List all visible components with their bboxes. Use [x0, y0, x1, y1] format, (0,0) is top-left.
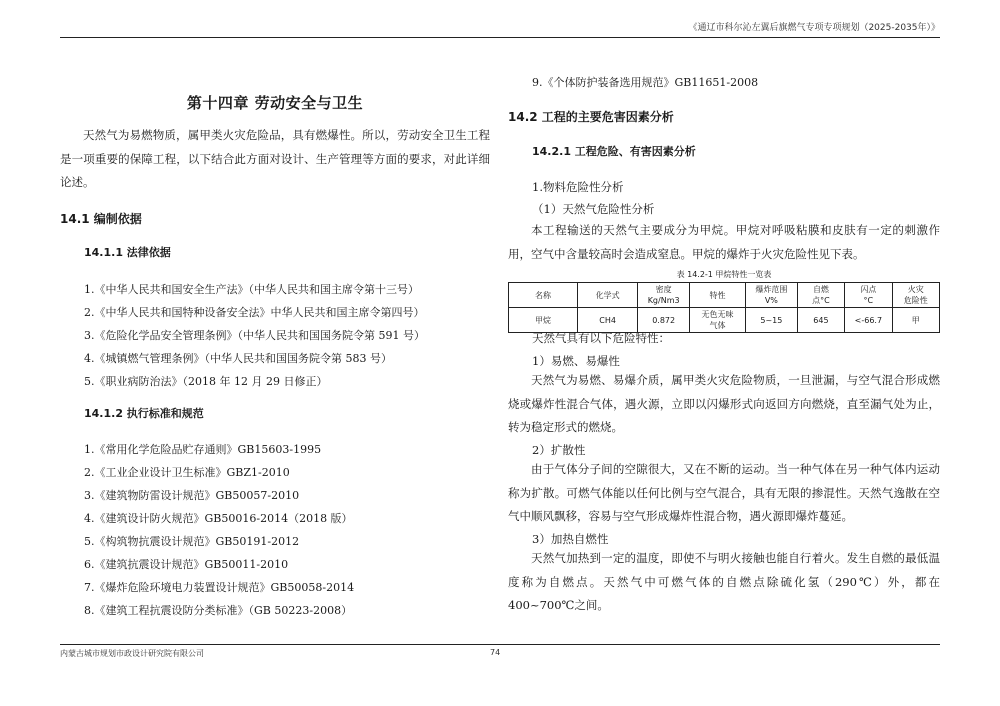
standard-item: 8.《建筑工程抗震设防分类标准》（GB 50223-2008）: [84, 604, 353, 617]
law-item: 4.《城镇燃气管理条例》（中华人民共和国国务院令第 583 号）: [84, 352, 392, 365]
chapter-title: 第十四章 劳动安全与卫生: [186, 94, 364, 112]
left-column: [60, 0, 490, 640]
hazard-flammable-text: 天然气为易燃、易爆介质，属甲类火灾危险物质，一旦泄漏，与空气混合形成燃烧或爆炸性混合气体，遇火源，立即以闪爆形式向返回方向燃烧，直至漏气处为止，转为稳定形式的燃烧。: [508, 373, 940, 434]
table-cell: 5~15: [746, 308, 798, 333]
table-header-cell: 特性: [690, 283, 746, 308]
law-item: 5.《职业病防治法》（2018 年 12 月 29 日修正）: [84, 375, 328, 388]
standard-item: 5.《构筑物抗震设计规范》GB50191-2012: [84, 535, 300, 548]
table-header-cell: 自燃 点°C: [797, 283, 844, 308]
section-14-1-1-heading: 14.1.1 法律依据: [84, 246, 171, 259]
table-cell: 645: [797, 308, 844, 333]
document-header-title: 《通辽市科尔沁左翼后旗燃气专项专项规划（2025-2035年）》: [688, 23, 940, 33]
footer-organization: 内蒙古城市规划市政设计研究院有限公司: [60, 649, 204, 658]
footer-rule: [60, 644, 940, 645]
section-14-1-2-heading: 14.1.2 执行标准和规范: [84, 407, 204, 420]
table-header-cell: 密度 Kg/Nm3: [638, 283, 690, 308]
standard-item-9: 9.《个体防护装备选用规范》GB11651-2008: [532, 76, 759, 89]
section-14-2-1-heading: 14.2.1 工程危险、有害因素分析: [532, 145, 696, 158]
gas-hazard-heading: （1）天然气危险性分析: [532, 202, 655, 216]
law-item: 1.《中华人民共和国安全生产法》（中华人民共和国主席令第十三号）: [84, 283, 419, 296]
table-cell: 0.872: [638, 308, 690, 333]
table-header-row: [509, 283, 940, 308]
hazard-flammable-heading: 1）易燃、易爆性: [532, 354, 620, 368]
table-caption: 表 14.2-1 甲烷特性一览表: [676, 270, 772, 279]
hazard-autoignition-heading: 3）加热自燃性: [532, 532, 609, 546]
table-cell: <-66.7: [845, 308, 892, 333]
table-cell: 甲烷: [509, 308, 578, 333]
standard-item: 1.《常用化学危险品贮存通则》GB15603-1995: [84, 443, 322, 456]
material-hazard-heading: 1.物料危险性分析: [532, 180, 624, 194]
hazard-properties-intro: 天然气具有以下危险特性：: [532, 331, 670, 345]
law-item: 3.《危险化学品安全管理条例》（中华人民共和国国务院令第 591 号）: [84, 329, 425, 342]
hazard-diffusion-text: 由于气体分子间的空隙很大，又在不断的运动。当一种气体在另一种气体内运动称为扩散。可燃气体能以任何比例与空气混合，具有无限的掺混性。天然气逸散在空气中顺风飘移，容易与空气形成爆炸性混合物，遇火源即爆炸蔓延。: [508, 462, 940, 523]
table-header-cell: 闪点 °C: [845, 283, 892, 308]
hazard-diffusion-heading: 2）扩散性: [532, 443, 586, 457]
section-14-1-heading: 14.1 编制依据: [60, 212, 142, 226]
table-cell: CH4: [577, 308, 637, 333]
right-column: [508, 0, 940, 640]
table-header-cell: 爆炸范围 V%: [746, 283, 798, 308]
table-header-cell: 名称: [509, 283, 578, 308]
hazard-autoignition-text: 天然气加热到一定的温度，即使不与明火接触也能自行着火。发生自燃的最低温度称为自燃点。天然气中可燃气体的自燃点除硫化氢（290℃）外，都在 400~700℃之间。: [508, 551, 940, 612]
standard-item: 6.《建筑抗震设计规范》GB50011-2010: [84, 558, 289, 571]
table-cell: 无色无味 气体: [690, 308, 746, 333]
standard-item: 2.《工业企业设计卫生标准》GBZ1-2010: [84, 466, 290, 479]
table-cell: 甲: [892, 308, 939, 333]
standard-item: 7.《爆炸危险环境电力装置设计规范》GB50058-2014: [84, 581, 355, 594]
table-header-cell: 化学式: [577, 283, 637, 308]
law-item: 2.《中华人民共和国特种设备安全法》中华人民共和国主席令第四号）: [84, 306, 425, 319]
intro-paragraph: 天然气为易燃物质，属甲类火灾危险品，具有燃爆性。所以，劳动安全卫生工程是一项重要的保障工程，以下结合此方面对设计、生产管理等方面的要求，对此详细论述。: [60, 128, 490, 189]
methane-properties-table: [508, 282, 940, 333]
table-header-cell: 火灾 危险性: [892, 283, 939, 308]
section-14-2-heading: 14.2 工程的主要危害因素分析: [508, 110, 674, 124]
standard-item: 3.《建筑物防雷设计规范》GB50057-2010: [84, 489, 300, 502]
gas-paragraph: 本工程输送的天然气主要成分为甲烷。甲烷对呼吸粘膜和皮肤有一定的刺激作用，空气中含量较高时会造成窒息。甲烷的爆炸于火灾危险性见下表。: [508, 223, 940, 261]
page-number: 74: [490, 648, 501, 657]
standard-item: 4.《建筑设计防火规范》GB50016-2014（2018 版）: [84, 512, 353, 525]
table-row: [509, 308, 940, 333]
